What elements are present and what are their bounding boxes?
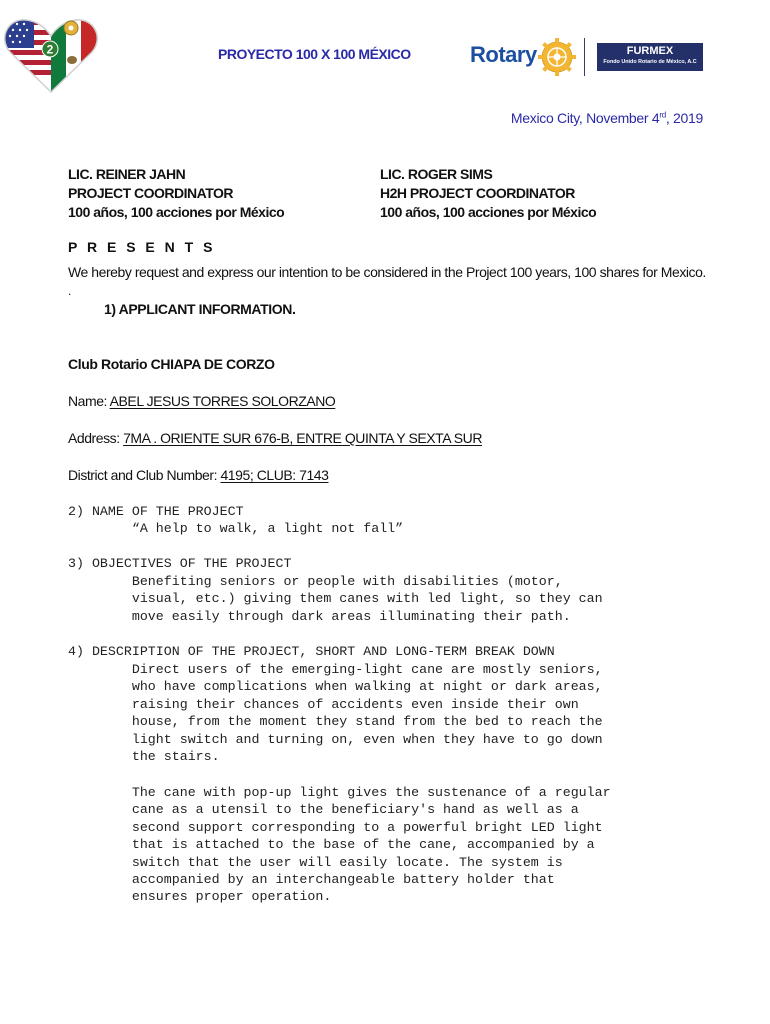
addressee-role: PROJECT COORDINATOR [68, 185, 233, 201]
logo-number: 2 [46, 42, 54, 57]
section-3-heading: 3) OBJECTIVES OF THE PROJECT [68, 556, 292, 571]
addressee-left [68, 165, 284, 222]
field-label: Address: [68, 430, 124, 446]
addressee-role: H2H PROJECT COORDINATOR [380, 185, 575, 201]
logo-separator [584, 38, 585, 76]
rotary-wheel-icon [537, 37, 577, 77]
section-2-heading: 2) NAME OF THE PROJECT [68, 504, 244, 519]
addressee-org: 100 años, 100 acciones por México [68, 204, 285, 220]
section-4-paragraph-1: Direct users of the emerging-light cane are mostly seniors, who have complications when walking at night or dark areas, raising their chances of accidents even inside their own house, from the moment they stand from the bed to reach the light switch and turning on, even when they have to go down the stairs. [131, 662, 603, 765]
rotary-logo-text: Rotary [470, 42, 537, 67]
addressee-org: 100 años, 100 acciones por México [380, 204, 597, 220]
field-label: District and Club Number: [68, 467, 221, 483]
usa-mexico-heart-logo [4, 16, 98, 94]
section-3-body: Benefiting seniors or people with disabilities (motor, visual, etc.) giving them canes with led light, so they can move easily through dark areas illuminating their path. [131, 574, 603, 624]
presents-heading: P R E S E N T S [68, 239, 216, 255]
field-label: Name: [68, 393, 110, 409]
section-4-paragraph-2: The cane with pop-up light gives the sustenance of a regular cane as a utensil to the beneficiary's hand as well as a second support corresponding to a powerful bright LED light that is attached to the base of the cane, accompanied by a switch that the user will easily locate. The system is accompanied by an interchangeable battery holder that ensures proper operation. [131, 785, 611, 905]
applicant-address-value: 7MA . ORIENTE SUR 676-B, ENTRE QUINTA Y SEXTA SUR [123, 430, 482, 446]
applicant-name-line [68, 393, 335, 409]
intro-paragraph: We hereby request and express our intention to be considered in the Project 100 years, 100 shares for Mexico. [68, 264, 706, 280]
applicant-address-line [68, 430, 482, 446]
intro-dot: . [68, 284, 72, 298]
furmex-logo-name: FURMEX [626, 45, 674, 57]
section-4-heading: 4) DESCRIPTION OF THE PROJECT, SHORT AND LONG-TERM BREAK DOWN [68, 644, 555, 659]
section-2-body: “A help to walk, a light not fall” [68, 521, 404, 536]
furmex-logo [597, 43, 703, 71]
district-club-value: 4195; CLUB: 7143 [220, 467, 329, 483]
section-1-heading: 1) APPLICANT INFORMATION. [104, 301, 296, 317]
applicant-name-value: ABEL JESUS TORRES SOLORZANO [109, 393, 336, 409]
addressee-right [380, 165, 596, 222]
letter-date: Mexico City, November 4rd, 2019 [510, 110, 703, 126]
club-name: Club Rotario CHIAPA DE CORZO [68, 356, 275, 372]
furmex-logo-subtitle: Fondo Unido Rotario de México, A.C [603, 59, 697, 65]
project-header-title: PROYECTO 100 X 100 MÉXICO [218, 46, 411, 62]
addressee-name: LIC. REINER JAHN [68, 166, 186, 182]
district-club-line [68, 467, 328, 483]
addressee-name: LIC. ROGER SIMS [380, 166, 493, 182]
